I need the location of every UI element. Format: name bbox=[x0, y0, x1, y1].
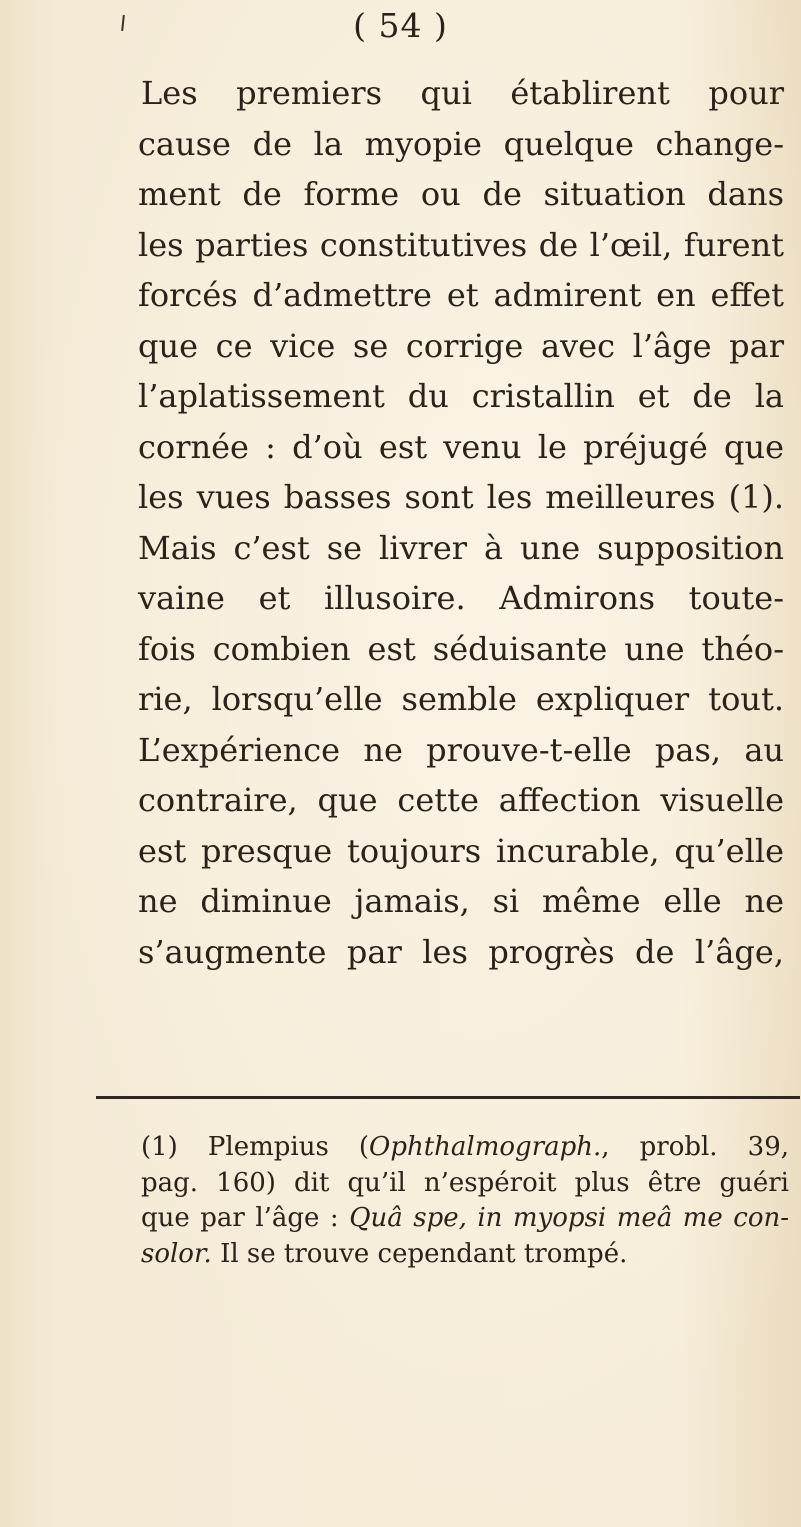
footnote-text: (1) Plempius ( bbox=[141, 1132, 370, 1162]
footnote-line bbox=[141, 1237, 789, 1273]
body-text bbox=[138, 68, 784, 977]
footnote-text: , probl. 39, bbox=[601, 1132, 789, 1162]
text-line: forcés d’admettre et admirent en effet bbox=[138, 276, 784, 314]
text-line: est presque toujours incurable, qu’elle bbox=[138, 831, 784, 870]
text-line: cause de la myopie quelque change- bbox=[138, 124, 784, 163]
footnote-line bbox=[141, 1201, 789, 1237]
text-line: que ce vice se corrige avec l’âge par bbox=[138, 326, 784, 365]
footnote-citation: Ophthalmograph. bbox=[369, 1132, 602, 1162]
footnote-divider bbox=[96, 1096, 800, 1099]
text-line: contraire, que cette affection visuelle bbox=[138, 781, 784, 819]
text-line: Mais c’est se livrer à une supposition bbox=[138, 528, 784, 567]
footnote-quote: solor. bbox=[141, 1238, 212, 1269]
page-number: ( 54 ) bbox=[353, 6, 448, 45]
footnote-line bbox=[141, 1130, 789, 1166]
footnote-text: que par l’âge : bbox=[141, 1203, 350, 1233]
footnote-quote: Quâ spe, in myopsi meâ me con- bbox=[349, 1203, 790, 1233]
text-line: ment de forme ou de situation dans bbox=[138, 175, 784, 213]
text-line: Les premiers qui établirent pour bbox=[141, 74, 784, 112]
text-line: ne diminue jamais, si même elle ne bbox=[138, 882, 784, 920]
footnote-line: pag. 160) dit qu’il n’espéroit plus être guéri bbox=[141, 1167, 789, 1198]
text-line: rie, lorsqu’elle semble expliquer tout. bbox=[138, 680, 784, 718]
text-line: les parties constitutives de l’œil, furent bbox=[138, 225, 784, 264]
footnote bbox=[141, 1130, 789, 1272]
text-line: l’aplatissement du cristallin et de la bbox=[138, 377, 784, 415]
text-line: vaine et illusoire. Admirons toute- bbox=[138, 579, 784, 617]
text-line: les vues basses sont les meilleures (1). bbox=[138, 478, 784, 516]
text-line: L’expérience ne prouve-t-elle pas, au bbox=[138, 730, 784, 769]
text-line: s’augmente par les progrès de l’âge, bbox=[138, 932, 784, 971]
text-line: cornée : d’où est venu le préjugé que bbox=[138, 427, 784, 466]
text-line: fois combien est séduisante une théo- bbox=[138, 629, 784, 668]
footnote-text: Il se trouve cependant trompé. bbox=[211, 1238, 628, 1269]
